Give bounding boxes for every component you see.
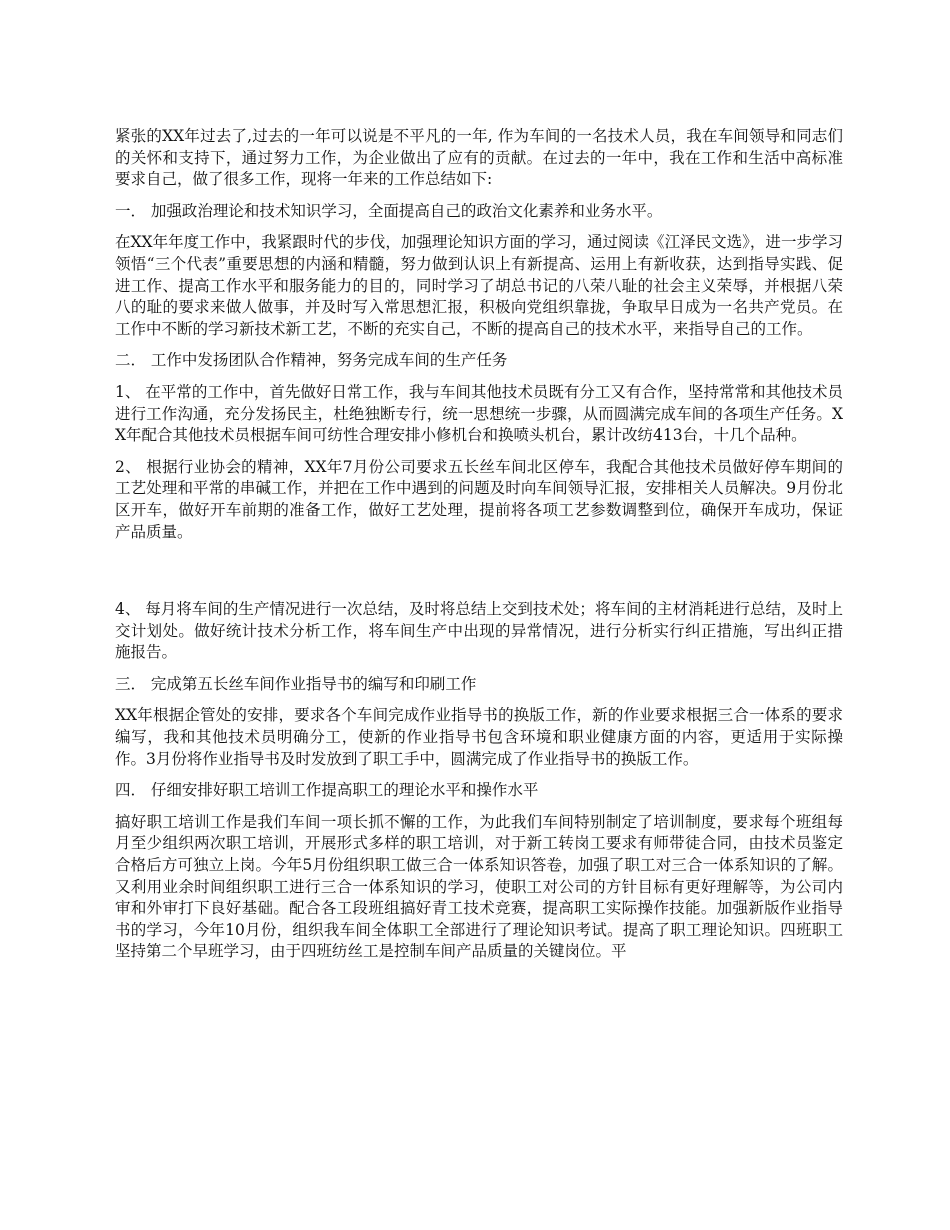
section-2-item-1: 1、 在平常的工作中，首先做好日常工作，我与车间其他技术员既有分工又有合作，坚持常常和其他技术员进行工作沟通，充分发扬民主，杜绝独断专行，统一思想统一步骤，从而圆满完成车间的各项生产任务。XX年配合其他技术员根据车间可纺性合理安排小修机台和换喷头机台，累计改纺413台，十几个品种。 [115,382,843,445]
section-1-paragraph: 在XX年年度工作中，我紧跟时代的步伐，加强理论知识方面的学习，通过阅读《江泽民文选》，进一步学习领悟“三个代表”重要思想的内涵和精髓，努力做到认识上有新提高、运用上有新收获，达到指导实践、促进工作、提高工作水平和服务能力的目的，同时学习了胡总书记的八荣八耻的社会主义荣辱，并根据八荣八的耻的要求来做人做事，并及时写入常思想汇报，积极向党组织靠拢，争取早日成为一名共产党员。在工作中不断的学习新技术新工艺，不断的充实自己，不断的提高自己的技术水平，来指导自己的工作。 [115,233,843,338]
section-heading-1: 一． 加强政治理论和技术知识学习，全面提高自己的政治文化素养和业务水平。 [115,201,663,220]
intro-paragraph: 紧张的XX年过去了,过去的一年可以说是不平凡的一年, 作为车间的一名技术人员，我在车间领导和同志们的关怀和支持下，通过努力工作，为企业做出了应有的贡献。在过去的一年中，我在工作和生活中高标准要求自己，做了很多工作，现将一年来的工作总结如下: [115,127,843,189]
section-heading-4: 四． 仔细安排好职工培训工作提高职工的理论水平和操作水平 [115,781,539,800]
section-heading-3: 三． 完成第五长丝车间作业指导书的编写和印刷工作 [115,674,477,693]
document-body [115,126,843,973]
section-3-paragraph: XX年根据企管处的安排，要求各个车间完成作业指导书的换版工作，新的作业要求根据三合一体系的要求编写，我和其他技术员明确分工，使新的作业指导书包含环境和职业健康方面的内容，更适用于实际操作。3月份将作业指导书及时发放到了职工手中，圆满完成了作业指导书的换版工作。 [115,706,843,768]
section-4-paragraph: 搞好职工培训工作是我们车间一项长抓不懈的工作，为此我们车间特别制定了培训制度，要求每个班组每月至少组织两次职工培训，开展形式多样的职工培训，对于新工转岗工要求有师带徒合同，由技术员鉴定合格后方可独立上岗。今年5月份组织职工做三合一体系知识答卷，加强了职工对三合一体系知识的了解。又利用业余时间组织职工进行三合一体系知识的学习，使职工对公司的方针目标有更好理解等，为公司内审和外审打下良好基础。配合各工段班组搞好青工技术竞赛，提高职工实际操作技能。加强新版作业指导书的学习，今年10月份，组织我车间全体职工全部进行了理论知识考试。提高了职工理论知识。四班职工坚持第二个早班学习，由于四班纺丝工是控制车间产品质量的关键岗位。平 [115,812,843,961]
section-2-item-4: 4、 每月将车间的生产情况进行一次总结，及时将总结上交到技术处；将车间的主材消耗进行总结，及时上交计划处。做好统计技术分析工作，将车间生产中出现的异常情况，进行分析实行纠正措施，写出纠正措施报告。 [115,600,843,662]
section-heading-2: 二． 工作中发扬团队合作精神，努务完成车间的生产任务 [115,351,508,370]
section-2-item-2: 2、 根据行业协会的精神，XX年7月份公司要求五长丝车间北区停车，我配合其他技术员做好停车期间的工艺处理和平常的串碱工作，并把在工作中遇到的问题及时向车间领导汇报，安排相关人员解决。9月份北区开车，做好开车前期的准备工作，做好工艺处理，提前将各项工艺参数调整到位，确保开车成功，保证产品质量。 [115,457,843,541]
